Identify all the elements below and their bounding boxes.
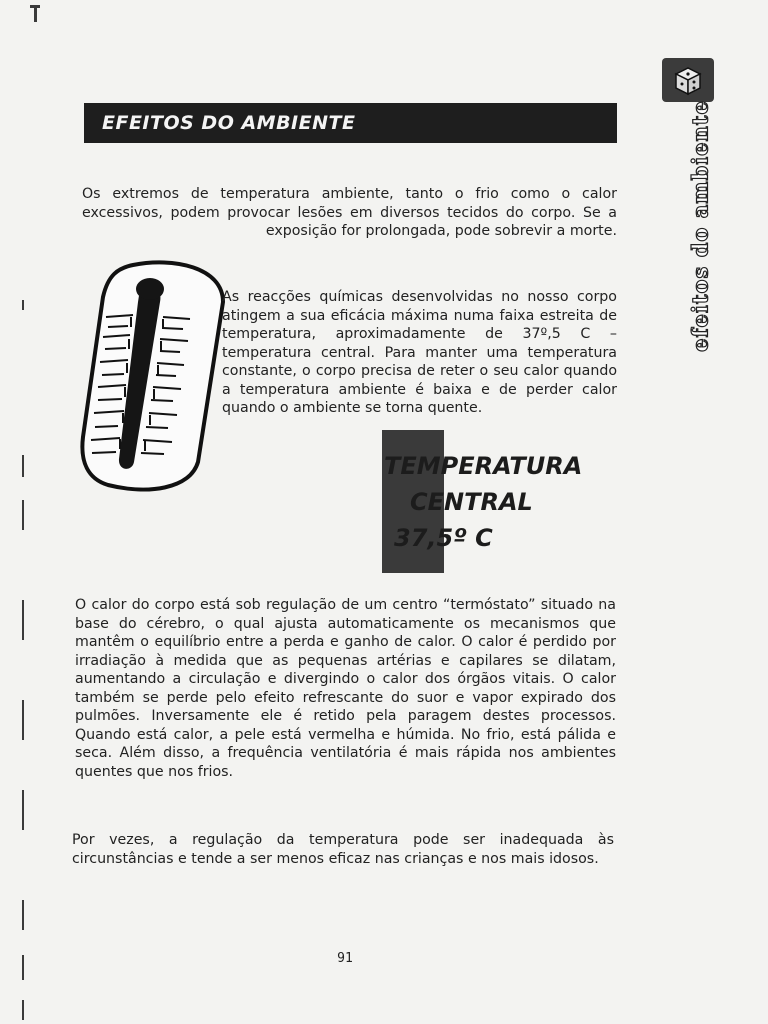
page-number: 91 — [337, 951, 353, 966]
intro-paragraph: Os extremos de temperatura ambiente, tanto o frio como o calor excessivos, podem provocar lesões em diversos tecidos do corpo. Se a exposição for prolongada, pode sobrevir a morte. — [82, 186, 617, 239]
section-title: EFEITOS DO AMBIENTE — [102, 112, 356, 134]
binding-mark — [22, 1000, 24, 1020]
callout-line-2: CENTRAL — [410, 488, 533, 516]
binding-mark — [22, 955, 24, 980]
dice-icon — [662, 58, 714, 102]
binding-mark — [22, 900, 24, 930]
temperature-callout — [384, 448, 624, 556]
chemistry-paragraph: As reacções químicas desenvolvidas no nosso corpo atingem a sua eficácia máxima numa faixa estreita de temperatura, aproximadamente de 37º,5 C – temperatura central. Para manter uma temperatura constante, o corpo precisa de reter o seu calor quando a temperatura ambiente é baixa e de perder calor quando o ambiente se torna quente. — [222, 289, 617, 416]
callout-line-3: 37,5º C — [394, 524, 493, 552]
body-paragraph-1: O calor do corpo está sob regulação de um centro “termóstato” situado na base do cérebro, o qual ajusta automaticamente os mecanismos que mantêm o equilíbrio entre a perda e ganho de calor. O calor é perdido por irradiação à medida que as pequenas artérias e capilares se dilatam, aumentando a circulação e divergindo o calor dos órgãos vitais. O calor também se perde pelo efeito refrescante do suor e vapor expirado dos pulmões. Inversamente ele é retido pela paragem destes processos. Quando está calor, a pele está vermelha e húmida. No frio, está pálida e seca. Além disso, a frequência ventilatória é mais rápida nos ambientes quentes que nos frios. — [75, 597, 616, 780]
section-header — [84, 103, 617, 143]
callout-line-1: TEMPERATURA — [384, 452, 583, 480]
side-vertical-title: efeitos do ambiente — [687, 100, 713, 352]
binding-mark — [22, 500, 24, 530]
body-paragraph-2: Por vezes, a regulação da temperatura pode ser inadequada às circunstâncias e tende a ser menos eficaz nas crianças e nos mais idosos. — [72, 832, 614, 867]
binding-mark — [22, 300, 24, 310]
binding-mark — [22, 455, 24, 477]
binding-mark — [22, 600, 24, 640]
binding-mark — [34, 8, 37, 22]
thermometer-icon — [78, 257, 228, 493]
binding-mark — [22, 700, 24, 740]
binding-mark — [22, 790, 24, 830]
